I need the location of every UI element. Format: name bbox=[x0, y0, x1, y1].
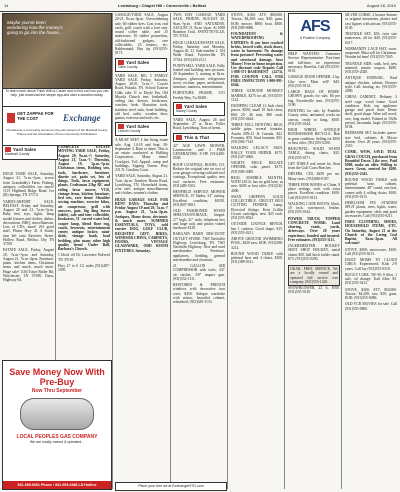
section-label-this-n-that: This & That bbox=[173, 133, 225, 142]
classified-ad: HEIRLOOM FIX STAINED SPLIT plants, trees, lights, water, garden equipment, sleds and pond accessories. Call (931)555-0211. bbox=[345, 201, 397, 218]
classified-ad: CHINA CABINET, Bethany 2 steel cage, wood frame. Good condition. Kids top appliance garage and porch chair. Dense shelf, good shape. Wine tall wood, rare, long model. Painted in 1920s period, Jacaranda, large. (931)555-0194. bbox=[345, 95, 397, 129]
propane-tagline: We are locally owned & operated... bbox=[29, 440, 85, 444]
yard-sale-sign-icon bbox=[118, 60, 124, 65]
classified-ad: RESTORED & FRENCH windows with decorative iron crest, $450. Antique wardrobe with mirror, beautiful cabinet, refinished, (931)629-1133. bbox=[173, 283, 225, 304]
classified-ad: FOUNDATION & WATERPROOFING EXPERTS: If you have cracked bricks, bowed walls, stuck doors, water in basement. No damage from pressure! Preventing water and structural damage, Save Money! Free in-home inspection. Use discount code Repairs Call 1-888-571-BASEMENT (2273). FOR COUPON CALL FOR FREE INSPECTION 1-800-991-6544. bbox=[231, 32, 283, 87]
classified-ad: THREE GENUINE MONKEY MARBLE, $275 for all. (931)555-1122. bbox=[231, 89, 283, 102]
classified-ad: WALKING CANE BOOTS, black, 10 inch, waterproof, leather. (931)555-0142. bbox=[288, 201, 340, 215]
exchange-logo-icon bbox=[7, 113, 15, 123]
classifieds-column-1 bbox=[3, 172, 54, 357]
classified-ad: REAL MARBLE MANTEL WITH LEGS, has no gold base, as new. $200 or best offer. (931)542-4000. bbox=[231, 175, 283, 193]
classified-ad: DRYERS, CDI, $250 per set. Many sizes. (931)580-0187. bbox=[288, 172, 340, 181]
charity-ad-cta: To learn more about Think With A Cause and to find out how you can help, just download the simple app and start a donation today. bbox=[5, 89, 109, 97]
classified-ad: GARAGE/YARD SALE, August 20-21, 8a.m.-4p.m. Overwhelming sale. 60 rubber tires. Cast iron, real cards, grill, couch with a love seat, round coffee table, and 25 mattresses, 10 rubber poinsettias, old-fashioned gadgets, rare collectibles, 25 heaters, etc. Rubbermaid, Bay tip (931)555-0171. bbox=[115, 13, 168, 56]
classified-ad: DUMPING CLEAR 12 Inch chest pieces, $500; small 18 Inch chest, $60; 25/ 46 inch, $80 each. (931)555-0444. bbox=[231, 104, 283, 121]
classified-ad: YARD SALE, Saturday, August 21, 7a.m.-2p.m. Turnbow House Road, Lynchburg, TN. Household items, wire safe, antique miscellaneous and clothes, women's clothes. bbox=[115, 174, 168, 196]
footer-banner: Place your free ad at ExchangeNTG.com bbox=[115, 482, 227, 491]
classified-ad: THREE FINE BONES of China, 8 place settings, each with extra pieces. Excellent condition. $100. Call (931)555-0131. bbox=[288, 182, 340, 200]
classified-ad: YARD SALE, August 26 and September 27 at 8a.m. Fuller Road, Lynchburg. Tons of items. bbox=[173, 117, 225, 131]
classifieds-column-3 bbox=[115, 13, 168, 489]
classified-ad: THREE FULL HUNTING RIGS, saddle grips, several fountain, Austin MN-21 & Canada, $22. Fountain, $50. Stud fountain, $55. (931)582-7145. bbox=[231, 123, 283, 144]
classified-ad: ROUND WOOD TABLE with pedestal base, cabinet, entertainment. 48" round, one leaf, comes with 4 rolling chairs. $100. (931)555-0115. bbox=[345, 177, 397, 199]
classified-ad: HUGE GARAGE/ESTATE SALE, Friday, Saturday and Monday, August 20, 21. Sale number 2. 104 Wade Road, Fayetteville, TN 37334. (931)433-2111. bbox=[173, 40, 225, 62]
tree-service-box bbox=[288, 265, 340, 286]
page-header bbox=[0, 0, 400, 12]
classified-ad: BUGGY LUBE, 5W-30; 8 filter, 1 sale, oil change. Trail filter, $3. (931)555-0413. bbox=[345, 272, 397, 286]
classifieds-column-5 bbox=[231, 13, 283, 489]
classified-ad: SNOWBLOWER, 22 ft, $700. (931)555-0128. bbox=[288, 286, 340, 295]
propane-company-name: LOCAL PEOPLES GAS COMPANY bbox=[16, 434, 98, 440]
propane-ad-subheadline: Now Thru September bbox=[31, 388, 83, 394]
classified-ad: HIGH WHEEL ANTIQUE BONESHAKER BICYCLE. Hub in great condition. Selling for $350 or best offer. (931)555-0200. bbox=[288, 128, 340, 145]
propane-ad bbox=[2, 360, 112, 490]
classified-ad: TRUNDLE SIDE: walk, bed, new material, master coupon, $280. (931)555-2020. bbox=[345, 61, 397, 74]
column-rule bbox=[227, 13, 228, 489]
column-rule bbox=[170, 13, 171, 489]
classified-ad: BEDROOM SET. Includes queen-size bed, cabinets & Mirror dresser. Over 20 years. (931)555-2310. bbox=[345, 131, 397, 148]
classified-ad: ABOVE GROUND SWIMMING POOL, $250 new, $100. (931)380-3212. bbox=[231, 237, 283, 250]
classified-ad: HENFIELD SERVICE MOWER SERVICE, 15' blades, 54" cutting. Excellent condition, $1050. (931)607-8651. bbox=[173, 190, 225, 207]
page-title: Lewisburg • Chapel Hill • Cornersville • Belfast bbox=[118, 3, 206, 8]
afs-ad bbox=[288, 13, 342, 51]
classified-ad: SWAN GRIFFON GOLD COLLECTIBLE. CIRCUIT BOX CUTTING FENDER. Lamp, Electrical fittings. Kent Griffin Circuit cartridges, new. $25 each. (931)555-0922. bbox=[231, 194, 283, 220]
classified-ad: BEAUTIFUL SOLID WOOD TABLE, dining chairs, $25. (931)555-0171. bbox=[288, 147, 340, 160]
classified-ad: Hwy 27 to 6 1/2 miles (931)487-1095. bbox=[58, 263, 110, 272]
classified-ad: STOVE, $300; ATV, $50,000. Tractor, $4,200; saw, $30; guns, $100. (931)555-0086. bbox=[345, 287, 397, 300]
classified-ad: OLD VCR MOVIES for sale. Call (931)555-0800. bbox=[345, 302, 397, 311]
propane-ad-headline: Save Money Now With Pre-Buy bbox=[9, 367, 105, 387]
tag-icon bbox=[176, 135, 182, 140]
classified-ad: OLD FASHIONED WOOD SHELVES/STORAGE, hinged. 27" high, 41" wide, telephone box and large rack and pinion valued hardware $129. bbox=[173, 209, 225, 230]
classified-ad: GET ITSELF real estate lot. Start from the Gulf Coast Beaches. bbox=[288, 161, 340, 170]
section-label-maury: Yard Sales Maury County bbox=[173, 102, 225, 116]
classified-ad: DAILY MOMS TO CLOUD GIRLS. Experienced. Kids 2-8 years. Call Jay (931)555-0318. bbox=[345, 258, 397, 271]
classified-ad: GARAGE DOOR OPENER, 2 hp. Like new. Must sell! $45. (931)555-0114. bbox=[288, 75, 340, 88]
propane-tank-image bbox=[20, 398, 94, 430]
classifieds-column-2 bbox=[58, 145, 110, 357]
classified-ad: LARGE BAGS OF HOME-GROWN gourds for sale, $6 per bag. Fayetteville area. (931)555-5190. bbox=[288, 90, 340, 107]
classified-ad: COME, WOW, SAVE: TEAL GRAS COUCH, purchased from Beautiful Decor. Like new, Paid $800, make an offer. Willing to move. Great, neutral for $200. (931)555-2345. bbox=[345, 150, 397, 176]
page-number: 14 bbox=[4, 3, 9, 8]
charity-ad-photo bbox=[2, 13, 112, 89]
classified-ad: OUTSIDE LOUNGE BENCH, has 1 cushion. Good shape, $15. (931)555-0211. bbox=[231, 222, 283, 235]
classified-ad: WALKING LEGACY SIGN, BALLY YOUR ORDER. $175. (931)527-4666. bbox=[231, 146, 283, 159]
classified-ad: 1 block off Dr. Lawrence Bulverd TN 37010. bbox=[58, 253, 110, 262]
classifieds-column-6 bbox=[288, 52, 340, 489]
classified-ad: PAINTING for sale, by Franklin County artist, unframed, works on canvas, ready to hang. $100. (931)555-0144. bbox=[288, 109, 340, 126]
section-label-lincoln: Yard Sales Lincoln County bbox=[115, 122, 167, 136]
classified-ad: FUNNYSELL YARD SALE. Fully loaded and building new pictures. 20 September 3, starting at 8a.m. Antiques, glassware, refrigerator stove, recliner, paper, mechanical, furniture, mattress, entertainment. bbox=[173, 63, 225, 89]
ad-photo-caption: Maybe you've been wondering how the money's going to go into the house... bbox=[7, 20, 63, 36]
exchange-ad-title: GET ZAPPAK FOR THE COST bbox=[17, 111, 54, 121]
classified-ad: ANTIQUE HOBNAIL. Real antique chicken, cabinet, Hoosier style. Call: heating, etc. (931)555-2000. bbox=[345, 76, 397, 93]
exchange-ad bbox=[2, 106, 112, 146]
classified-ad: HUGE GARAGE SALE FOR RENT DAYS: Thursday and Friday August 19 and 20, 7a.m.-?p.m. August 21, 7a.m.-2p.m. Antiques, Home decor, electronic & much more. SUMMER ESSENTIALS, TOYS, sold rooster DOG, GOLF CLUB, REGISTRY GIFT. BIKES, WINDSOR CHINA, CABINETS, DOORS, VINTAGE GLASSWARE, ODD ROOM FIXTURES. Saturday. bbox=[115, 197, 168, 253]
classified-ad: NIGHTS MULE REGATE OPENER, solar panel, $175. (931)580-3000. bbox=[231, 161, 283, 174]
classified-ad: COMPLETE ESTATE MOVING YARD SALE, Friday, August 20, 8a.m.-?; Saturday, August 21, 7a.m.-?; Thursday, August 19, 1p.m.-?p.m. Christmas items, Bedding sets, tools, hardware, furniture, dinette set, patio set, lots of things. Tools, lawn equipment, plants, Craftsman 21hp RC and riding lawn mower, VCR, vintage items, kitchen furniture, bed sets, rare items! Shoulder sewing machine, exercise bikes, air compressor, grill with answers, gate, big ding leaves (table), sale and four collectible, bookcases, 31' carved water bed, cooper lamp, blend floor rug, couch, loveseats, entertainment center, antique locker, mini-skids, vintage bank, load bedding, plus many other high quality items! Under Ball, Barbara's Church. bbox=[58, 145, 110, 251]
classifieds-column-4 bbox=[173, 13, 225, 489]
classified-ad: BARGAIN BARN DISCOUNT OUTLET STORE. 7365 Nashville Highway, Lewisburg, TN. 7365 Nashville Highway. New and used merchandise. Furniture, appliances, bedding, general merchandise and closeouts. bbox=[173, 232, 225, 262]
classified-ad: SILVER CORSE, 2 bronze Statues or original mountains, plaster and cast figures with artisan. (931)555-0130. bbox=[345, 13, 397, 30]
classified-ad: ESTATE SALE, Friday, August 20, 7a.m.-?p.m. and Saturday, August 21, 7a.m.-4p.m. Furniture, piano, kitchen items, Christmas items and much, much more. Huge sale! 1104 Tottie Butler Rd, Winchester, TN 37398, Glass, Highway 64. bbox=[3, 248, 54, 282]
classified-ad: 21 GALLON AIR COMPRESSOR with tools, 3/4" air ratchet, 3/8" impact gun. (931)552-1111. bbox=[173, 264, 225, 281]
classified-ad: TRUNDLE SET, $35; twin size mattresses; all for $40. (931)555-0217. bbox=[345, 32, 397, 45]
column-rule bbox=[284, 13, 285, 489]
classified-ad: NORMANDY LACE HAT, worn, unopened. Must sell for Christmas. Wonderful item! (931)555-7045. bbox=[345, 46, 397, 60]
classified-ad: A MUST SEE!! 4 the living estate sale, Aug. 14-18 and Sept. 30-September 3. Rain or shine. This is an estate conducted at Bulldog Corporation. Many items! Crockpot, Toil Appeal, ramp and buildings, Sipping Tavern. Hwy 231 N. Carolina Court. bbox=[115, 138, 168, 172]
afs-tagline: A Positive Company bbox=[299, 36, 331, 40]
exchange-logo-text: Exchange bbox=[63, 113, 101, 123]
section-label-giles: Yard Sales Giles County bbox=[115, 58, 167, 72]
classified-ad: STOVE, $500; microwave, $100. Call (931)555-0213. bbox=[345, 247, 397, 256]
classified-ad: 42" AGE LAWN MOWER, Lawnmower, and 2 PAIR GENERATORS. 8 HP. (931)480-0549. bbox=[173, 143, 225, 161]
column-rule bbox=[112, 13, 113, 489]
classified-ad: JAGERMEISTER HOCKEY SHOT SHOT HOCKEY, metal chains $50, ball hitch holder stand, $75. (931)555-0290. bbox=[288, 244, 340, 261]
classified-ad: HELP WANTED: Customer Service Representative. Part-time and full-time, no experience necessary. Benefits, Call (931)555-0101. bbox=[288, 52, 340, 73]
classified-ad: FREE CLOTHING, SHOES, HOUSEHOLD ITEMS, ETC. On Saturday, August 21 at the Church of the Living God Baptist, 8a.m.-2p.m. All welcome! bbox=[345, 220, 397, 246]
column-rule bbox=[341, 13, 342, 489]
propane-phone: 931-659-6061 Phone • 931-993-0486 LD Hotline bbox=[3, 481, 111, 489]
exchange-ad-note: Provided as a community service by the joint-owners of the Marshall County Tribune and the Association of Free Community Publications. bbox=[6, 128, 108, 136]
classified-ad: YARD/CARPORT SALE, BELFAST. Friday and Saturday, August 20 and 21, 7a.m.-?p.m. Baby bed, toys, lights, lamp model fixtures and clothes, dishes, decorations, BBQ, miscellaneous. Lots of CD's, more! 261 good stuff. Please Hwy 41 A South, turn left onto Eastview Street. Hollow Road, Belfast. Dry TN 37019. bbox=[3, 199, 54, 246]
classified-ad: FURNITURE FRAME, 5/31 Freddy Way, Tn 38481. bbox=[173, 91, 225, 100]
classified-ad: OKAIL FREE SERVICE. We are a locally owned and operated full service tree company. (931)555-1220. bbox=[290, 267, 338, 284]
afs-logo: AFS bbox=[300, 18, 330, 35]
classified-ad: ROOF COATINGS, ROOFS, CO. Reduce the original rate on cost of your garage covering sold and roof coatings, Exceptional quality new roof surfaces. Free estimates. (931)489-5102. bbox=[173, 162, 225, 188]
page-date: August 18, 2010 bbox=[366, 3, 396, 8]
classifieds-column-7 bbox=[345, 13, 397, 489]
section-label-marshall: Yard Sales Marshall County bbox=[2, 145, 58, 160]
classified-ad: TWO DAY GARAGE YARD SALE, FRIDAY, AUGUST 20, 8a.m.-?p.m. AND SATURDAY, AUGUST 21, 8a.m.-2p.m. At 1098 Brandon Trail, FAYETTEVILLE, TN 37334. bbox=[173, 13, 225, 39]
charity-ad-text bbox=[2, 88, 112, 107]
classified-ad: HUGE YARD SALE, Saturday, August 21, 7a.m.-?p.m., across from Grandaddy's Farm. Fishing, antiques, collectibles too much! 1115 Highland Ridge Road. Ive (lll) Springs, TN 37174. bbox=[3, 172, 54, 198]
classified-ad: STOVE, $160; ATV, $60,000. Tractor, $4,200; saw, $30; guns, $100; mower, $800; boat, $300. (931)580-0086. bbox=[231, 13, 283, 30]
classified-ad: POWER TRUCK TOPPER CONCRETE WORK. Land clearing, roads, yards, driveways. Over 20 years experience, bonded and insured. Free estimates. (931)555-1111. bbox=[288, 216, 340, 242]
classified-ad: YARD SALE, BIG 5 FAMILY YARD SALE, Friday, Saturday, August 2010, 7a.m.-?. Coyote Road, Pulaski, TN. School Eastern Gibb, take 11 to Doyle Fm, Old Macola Church tree, basketball, ceiling fan, dresser, bookcases, couches, beds, Hawaiian tools, stainless steel suits, bead building, old bed, radio, wooden door, games, exercise and tools, etc. bbox=[115, 73, 168, 120]
classified-ad: ROUND WOOD TABLE with pedestal base and 4 chairs, $100. (931)388-0311. bbox=[231, 251, 283, 265]
